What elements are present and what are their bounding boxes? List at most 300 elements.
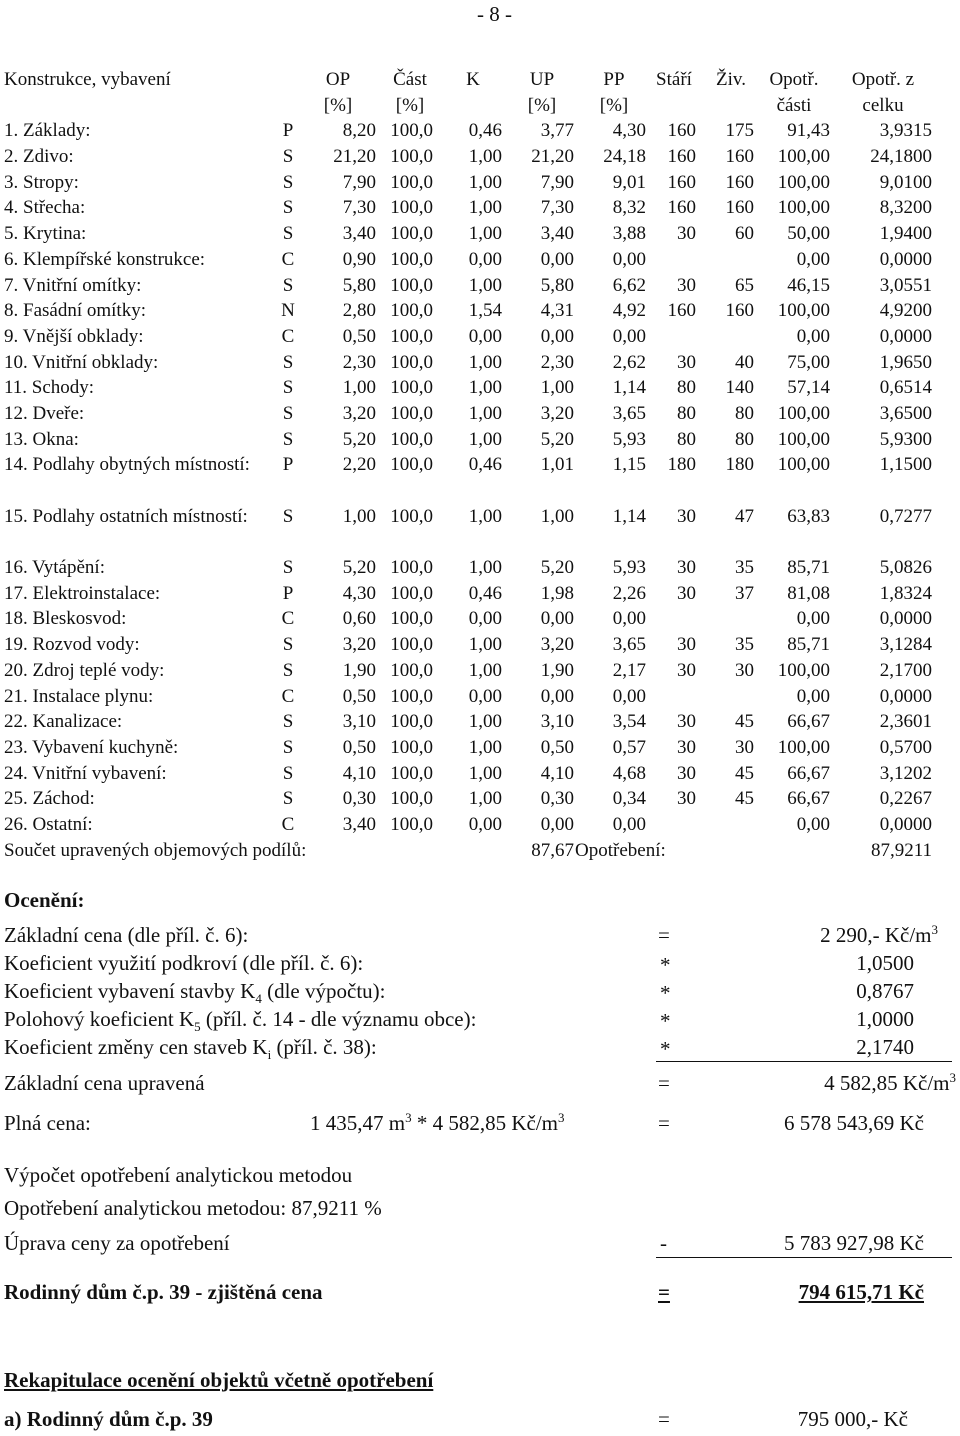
table-row: [0, 118, 960, 144]
row-op: 5,80: [342, 274, 376, 296]
row-pp: 2,17: [612, 659, 646, 681]
row-k: 1,00: [468, 171, 502, 193]
row-type: S: [282, 736, 294, 758]
construction-table: [0, 67, 960, 863]
row-k: 1,00: [468, 659, 502, 681]
row-name: 26. Ostatní:: [4, 813, 93, 835]
row-up: 3,20: [540, 634, 574, 656]
row-pp: 3,65: [612, 402, 646, 424]
row-op: 0,50: [342, 685, 376, 707]
valuation-line-1-op: =: [658, 923, 670, 947]
row-cast: 100,0: [390, 736, 433, 758]
row-opotr-celku: 0,2267: [879, 788, 932, 810]
row-op: 5,20: [342, 428, 376, 450]
table-row: [0, 761, 960, 787]
row-k: 1,00: [468, 505, 502, 527]
row-ziv: 60: [735, 223, 754, 245]
result-value: 794 615,71 Kč: [798, 1280, 924, 1304]
full-price-op: =: [658, 1111, 670, 1135]
row-up: 3,77: [540, 120, 574, 142]
row-up: 0,50: [540, 736, 574, 758]
row-up: 1,00: [540, 505, 574, 527]
row-ziv: 47: [735, 505, 754, 527]
row-opotr-casti: 66,67: [787, 762, 830, 784]
row-cast: 100,0: [390, 428, 433, 450]
row-cast: 100,0: [390, 634, 433, 656]
row-opotr-celku: 3,0551: [879, 274, 932, 296]
row-type: S: [282, 377, 294, 399]
row-stari: 160: [667, 300, 696, 322]
row-up: 7,30: [540, 197, 574, 219]
adjust-value: 5 783 927,98 Kč: [784, 1231, 924, 1255]
recap-heading: Rekapitulace ocenění objektů včetně opotřebení: [4, 1368, 434, 1392]
row-name: 15. Podlahy ostatních místností:: [4, 505, 248, 527]
row-opotr-celku: 3,6500: [879, 402, 932, 424]
row-cast: 100,0: [390, 557, 433, 579]
row-name: 2. Zdivo:: [4, 146, 74, 168]
row-cast: 100,0: [390, 120, 433, 142]
row-pp: 0,34: [612, 788, 646, 810]
row-op: 4,10: [342, 762, 376, 784]
valuation-line-4-value: 1,0000: [856, 1007, 914, 1031]
row-stari: 30: [677, 351, 696, 373]
row-up: 1,01: [540, 454, 574, 476]
valuation-heading: Ocenění:: [4, 888, 85, 912]
row-type: S: [282, 402, 294, 424]
row-cast: 100,0: [390, 685, 433, 707]
row-name: 22. Kanalizace:: [4, 711, 123, 733]
method-value: Opotřebení analytickou metodou: 87,9211 %: [4, 1196, 382, 1220]
table-row: [0, 632, 960, 658]
table-row: [0, 350, 960, 376]
table-header-row-2: [0, 93, 960, 119]
row-ziv: 160: [725, 171, 754, 193]
row-opotr-celku: 3,1202: [879, 762, 932, 784]
row-up: 4,10: [540, 762, 574, 784]
row-op: 0,60: [342, 608, 376, 630]
header-op-unit: [%]: [323, 94, 353, 116]
row-opotr-celku: 0,0000: [879, 325, 932, 347]
row-ziv: 45: [735, 762, 754, 784]
row-ziv: 45: [735, 788, 754, 810]
row-opotr-celku: 1,9400: [879, 223, 932, 245]
row-opotr-casti: 0,00: [796, 813, 830, 835]
row-cast: 100,0: [390, 762, 433, 784]
row-opotr-casti: 100,00: [777, 736, 830, 758]
base-adjusted-label: Základní cena upravená: [4, 1071, 205, 1095]
row-op: 3,40: [342, 223, 376, 245]
table-row: [0, 375, 960, 401]
row-cast: 100,0: [390, 223, 433, 245]
row-up: 1,00: [540, 377, 574, 399]
valuation-line-3-op: *: [660, 981, 671, 1005]
row-op: 8,20: [342, 120, 376, 142]
row-k: 1,00: [468, 762, 502, 784]
row-cast: 100,0: [390, 659, 433, 681]
header-cast: Část: [393, 69, 427, 90]
valuation-line-5-label: Koeficient změny cen staveb $K_i$ (příl. č. 38):: [4, 1035, 377, 1063]
table-row: [0, 324, 960, 350]
row-op: 2,30: [342, 351, 376, 373]
row-pp: 2,62: [612, 351, 646, 373]
row-up: 4,31: [540, 300, 574, 322]
table-header-row-1: [0, 67, 960, 93]
row-ziv: 180: [725, 454, 754, 476]
row-opotr-celku: 0,0000: [879, 685, 932, 707]
row-k: 0,46: [468, 120, 502, 142]
row-cast: 100,0: [390, 582, 433, 604]
row-ziv: 35: [735, 634, 754, 656]
row-opotr-celku: 2,3601: [879, 711, 932, 733]
row-op: 2,20: [342, 454, 376, 476]
row-opotr-celku: 0,6514: [879, 377, 932, 399]
table-row: [0, 401, 960, 427]
row-type: S: [282, 171, 294, 193]
row-cast: 100,0: [390, 248, 433, 270]
row-cast: 100,0: [390, 788, 433, 810]
row-pp: 3,65: [612, 634, 646, 656]
table-row: [0, 658, 960, 684]
row-ziv: 140: [725, 377, 754, 399]
valuation-line-3-value: 0,8767: [856, 979, 914, 1003]
row-type: S: [282, 557, 294, 579]
row-name: 5. Krytina:: [4, 223, 87, 245]
row-k: 1,54: [468, 300, 502, 322]
valuation-line-1-value: 2 290,- $Kč/m^3$: [820, 922, 938, 947]
row-name: 12. Dveře:: [4, 402, 85, 424]
row-op: 21,20: [333, 146, 376, 168]
row-opotr-celku: 4,9200: [879, 300, 932, 322]
row-k: 1,00: [468, 402, 502, 424]
row-cast: 100,0: [390, 351, 433, 373]
header-opotr-celku: Opotř. z: [851, 69, 915, 90]
row-ziv: 65: [735, 274, 754, 296]
row-type: S: [282, 428, 294, 450]
row-name: 17. Elektroinstalace:: [4, 582, 161, 604]
row-op: 1,90: [342, 659, 376, 681]
row-k: 0,46: [468, 454, 502, 476]
row-name: 21. Instalace plynu:: [4, 685, 154, 707]
row-pp: 24,18: [603, 146, 646, 168]
row-type: S: [282, 634, 294, 656]
row-type: S: [282, 762, 294, 784]
row-name: 24. Vnitřní vybavení:: [4, 762, 167, 784]
base-adjusted-op: =: [658, 1071, 670, 1095]
row-pp: 0,00: [612, 325, 646, 347]
table-row: [0, 786, 960, 812]
row-k: 1,00: [468, 788, 502, 810]
row-cast: 100,0: [390, 711, 433, 733]
subtotal-rule: [656, 1061, 952, 1062]
row-opotr-casti: 91,43: [787, 120, 830, 142]
header-opotr-celku-sub: celku: [862, 94, 904, 116]
row-cast: 100,0: [390, 274, 433, 296]
row-opotr-celku: 0,0000: [879, 248, 932, 270]
row-pp: 4,92: [612, 300, 646, 322]
row-opotr-celku: 24,1800: [870, 146, 932, 168]
sum-opotr-label: Opotřebení:: [575, 839, 666, 861]
row-opotr-celku: 2,1700: [879, 659, 932, 681]
valuation-line-1-label: Základní cena (dle příl. č. 6):: [4, 923, 249, 947]
row-opotr-celku: 3,1284: [879, 634, 932, 656]
table-sum-row: [0, 838, 960, 864]
row-k: 1,00: [468, 428, 502, 450]
header-pp: PP: [603, 69, 625, 90]
header-k: K: [466, 69, 480, 90]
row-cast: 100,0: [390, 377, 433, 399]
row-opotr-celku: 1,1500: [879, 454, 932, 476]
row-cast: 100,0: [390, 197, 433, 219]
row-op: 7,30: [342, 197, 376, 219]
header-pp-unit: [%]: [599, 94, 629, 116]
table-row: [0, 170, 960, 196]
row-stari: 30: [677, 223, 696, 245]
row-type: S: [282, 788, 294, 810]
row-name: 3. Stropy:: [4, 171, 79, 193]
row-ziv: 160: [725, 300, 754, 322]
row-type: C: [281, 248, 295, 270]
row-pp: 0,00: [612, 248, 646, 270]
row-type: C: [281, 325, 295, 347]
row-op: 0,90: [342, 248, 376, 270]
row-name: 11. Schody:: [4, 377, 95, 399]
table-row: [0, 735, 960, 761]
row-ziv: 160: [725, 146, 754, 168]
row-opotr-casti: 0,00: [796, 608, 830, 630]
row-opotr-casti: 100,00: [777, 146, 830, 168]
row-name: 7. Vnitřní omítky:: [4, 274, 142, 296]
row-k: 0,00: [468, 325, 502, 347]
row-type: P: [282, 454, 294, 476]
row-opotr-celku: 0,0000: [879, 813, 932, 835]
sum-opotr-total: 87,9211: [870, 839, 932, 861]
row-opotr-casti: 85,71: [787, 634, 830, 656]
row-opotr-casti: 0,00: [796, 248, 830, 270]
row-type: C: [281, 608, 295, 630]
row-stari: 30: [677, 274, 696, 296]
row-pp: 0,57: [612, 736, 646, 758]
header-opotr-casti-sub: části: [776, 94, 812, 116]
row-k: 0,46: [468, 582, 502, 604]
row-name: 13. Okna:: [4, 428, 79, 450]
row-up: 3,10: [540, 711, 574, 733]
row-k: 1,00: [468, 736, 502, 758]
row-cast: 100,0: [390, 171, 433, 193]
full-price-calc: 1 435,47 $m^3 * 4$ 582,85 $Kč/m^3$: [310, 1110, 565, 1135]
row-k: 0,00: [468, 685, 502, 707]
row-k: 1,00: [468, 223, 502, 245]
row-type: C: [281, 813, 295, 835]
row-name: 20. Zdroj teplé vody:: [4, 659, 165, 681]
adjust-op: -: [660, 1231, 667, 1255]
row-opotr-casti: 0,00: [796, 325, 830, 347]
row-name: 10. Vnitřní obklady:: [4, 351, 159, 373]
table-row: [0, 606, 960, 632]
row-k: 0,00: [468, 608, 502, 630]
row-type: S: [282, 197, 294, 219]
row-cast: 100,0: [390, 813, 433, 835]
row-type: S: [282, 659, 294, 681]
row-opotr-celku: 1,8324: [879, 582, 932, 604]
row-up: 5,20: [540, 557, 574, 579]
row-pp: 3,88: [612, 223, 646, 245]
header-cast-unit: [%]: [395, 94, 425, 116]
row-name: 19. Rozvod vody:: [4, 634, 140, 656]
row-opotr-casti: 100,00: [777, 402, 830, 424]
row-type: S: [282, 223, 294, 245]
row-name: 16. Vytápění:: [4, 557, 105, 579]
row-name: 4. Střecha:: [4, 197, 86, 219]
row-opotr-casti: 100,00: [777, 197, 830, 219]
row-up: 1,98: [540, 582, 574, 604]
row-type: P: [282, 120, 294, 142]
row-op: 0,50: [342, 325, 376, 347]
row-pp: 5,93: [612, 428, 646, 450]
row-op: 3,20: [342, 402, 376, 424]
row-pp: 5,93: [612, 557, 646, 579]
row-pp: 3,54: [612, 711, 646, 733]
table-row: [0, 221, 960, 247]
adjust-label: Úprava ceny za opotřebení: [4, 1231, 230, 1255]
header-name: Konstrukce, vybavení: [4, 69, 171, 90]
row-k: 0,00: [468, 813, 502, 835]
row-up: 0,30: [540, 788, 574, 810]
row-stari: 30: [677, 762, 696, 784]
row-pp: 0,00: [612, 685, 646, 707]
row-up: 5,20: [540, 428, 574, 450]
valuation-line-2-label: Koeficient využití podkroví (dle příl. č. 6):: [4, 951, 364, 975]
valuation-line-5-op: *: [660, 1037, 671, 1061]
row-opotr-casti: 66,67: [787, 711, 830, 733]
row-opotr-celku: 0,0000: [879, 608, 932, 630]
row-up: 0,00: [540, 248, 574, 270]
row-op: 0,30: [342, 788, 376, 810]
row-cast: 100,0: [390, 608, 433, 630]
table-row: [0, 195, 960, 221]
row-opotr-casti: 100,00: [777, 428, 830, 450]
row-pp: 4,30: [612, 120, 646, 142]
row-name: 23. Vybavení kuchyně:: [4, 736, 179, 758]
table-row: [0, 247, 960, 273]
row-opotr-casti: 0,00: [796, 685, 830, 707]
row-stari: 30: [677, 736, 696, 758]
row-k: 0,00: [468, 248, 502, 270]
row-k: 1,00: [468, 197, 502, 219]
row-k: 1,00: [468, 351, 502, 373]
row-op: 1,00: [342, 505, 376, 527]
row-opotr-casti: 100,00: [777, 659, 830, 681]
row-pp: 8,32: [612, 197, 646, 219]
row-up: 1,90: [540, 659, 574, 681]
table-row: [0, 581, 960, 607]
row-ziv: 35: [735, 557, 754, 579]
row-ziv: 175: [725, 120, 754, 142]
row-up: 7,90: [540, 171, 574, 193]
row-k: 1,00: [468, 377, 502, 399]
row-opotr-casti: 66,67: [787, 788, 830, 810]
row-up: 0,00: [540, 813, 574, 835]
row-opotr-celku: 5,9300: [879, 428, 932, 450]
header-up-unit: [%]: [527, 94, 557, 116]
row-ziv: 30: [735, 736, 754, 758]
row-stari: 80: [677, 377, 696, 399]
row-stari: 30: [677, 659, 696, 681]
valuation-line-2-value: 1,0500: [856, 951, 914, 975]
row-name: 6. Klempířské konstrukce:: [4, 248, 206, 270]
method-title: Výpočet opotřebení analytickou metodou: [4, 1163, 353, 1187]
table-row: [0, 273, 960, 299]
row-opotr-casti: 85,71: [787, 557, 830, 579]
recap-item-label: a) Rodinný dům č.p. 39: [4, 1407, 213, 1431]
row-opotr-casti: 100,00: [777, 454, 830, 476]
row-up: 21,20: [531, 146, 574, 168]
adjust-rule: [656, 1257, 952, 1258]
row-pp: 0,00: [612, 813, 646, 835]
row-ziv: 45: [735, 711, 754, 733]
row-stari: 30: [677, 505, 696, 527]
row-type: N: [281, 300, 295, 322]
row-opotr-casti: 57,14: [787, 377, 830, 399]
sum-up-total: 87,67: [531, 839, 574, 861]
row-op: 5,20: [342, 557, 376, 579]
row-up: 2,30: [540, 351, 574, 373]
row-pp: 1,15: [612, 454, 646, 476]
row-type: S: [282, 711, 294, 733]
table-row: [0, 504, 960, 555]
row-type: P: [282, 582, 294, 604]
row-k: 1,00: [468, 711, 502, 733]
row-k: 1,00: [468, 274, 502, 296]
row-type: S: [282, 274, 294, 296]
row-opotr-casti: 63,83: [787, 505, 830, 527]
table-row: [0, 427, 960, 453]
header-opotr-casti: Opotř.: [769, 69, 819, 90]
row-opotr-casti: 100,00: [777, 300, 830, 322]
base-adjusted-value: 4 582,85 $Kč/m^3$: [824, 1070, 956, 1095]
valuation-line-2-op: *: [660, 953, 671, 977]
row-k: 1,00: [468, 634, 502, 656]
result-op: =: [658, 1280, 670, 1304]
row-cast: 100,0: [390, 402, 433, 424]
row-ziv: 160: [725, 197, 754, 219]
row-type: S: [282, 505, 294, 527]
table-body: [0, 118, 960, 837]
table-row: [0, 298, 960, 324]
row-stari: 80: [677, 428, 696, 450]
table-row: [0, 555, 960, 581]
row-pp: 0,00: [612, 608, 646, 630]
table-row: [0, 709, 960, 735]
row-cast: 100,0: [390, 505, 433, 527]
row-cast: 100,0: [390, 146, 433, 168]
row-pp: 1,14: [612, 505, 646, 527]
row-k: 1,00: [468, 146, 502, 168]
valuation-line-4-label: Polohový koeficient $K_5$ (příl. č. 14 - dle významu obce):: [4, 1007, 477, 1035]
row-stari: 30: [677, 788, 696, 810]
row-op: 7,90: [342, 171, 376, 193]
valuation-line-3-label: Koeficient vybavení stavby $K_4$ (dle výpočtu):: [4, 979, 386, 1007]
row-opotr-celku: 0,7277: [879, 505, 932, 527]
row-opotr-celku: 1,9650: [879, 351, 932, 373]
row-stari: 160: [667, 146, 696, 168]
row-opotr-casti: 50,00: [787, 223, 830, 245]
row-cast: 100,0: [390, 454, 433, 476]
row-pp: 9,01: [612, 171, 646, 193]
row-cast: 100,0: [390, 325, 433, 347]
row-stari: 160: [667, 171, 696, 193]
header-op: OP: [325, 69, 351, 90]
row-name: 8. Fasádní omítky:: [4, 300, 146, 322]
